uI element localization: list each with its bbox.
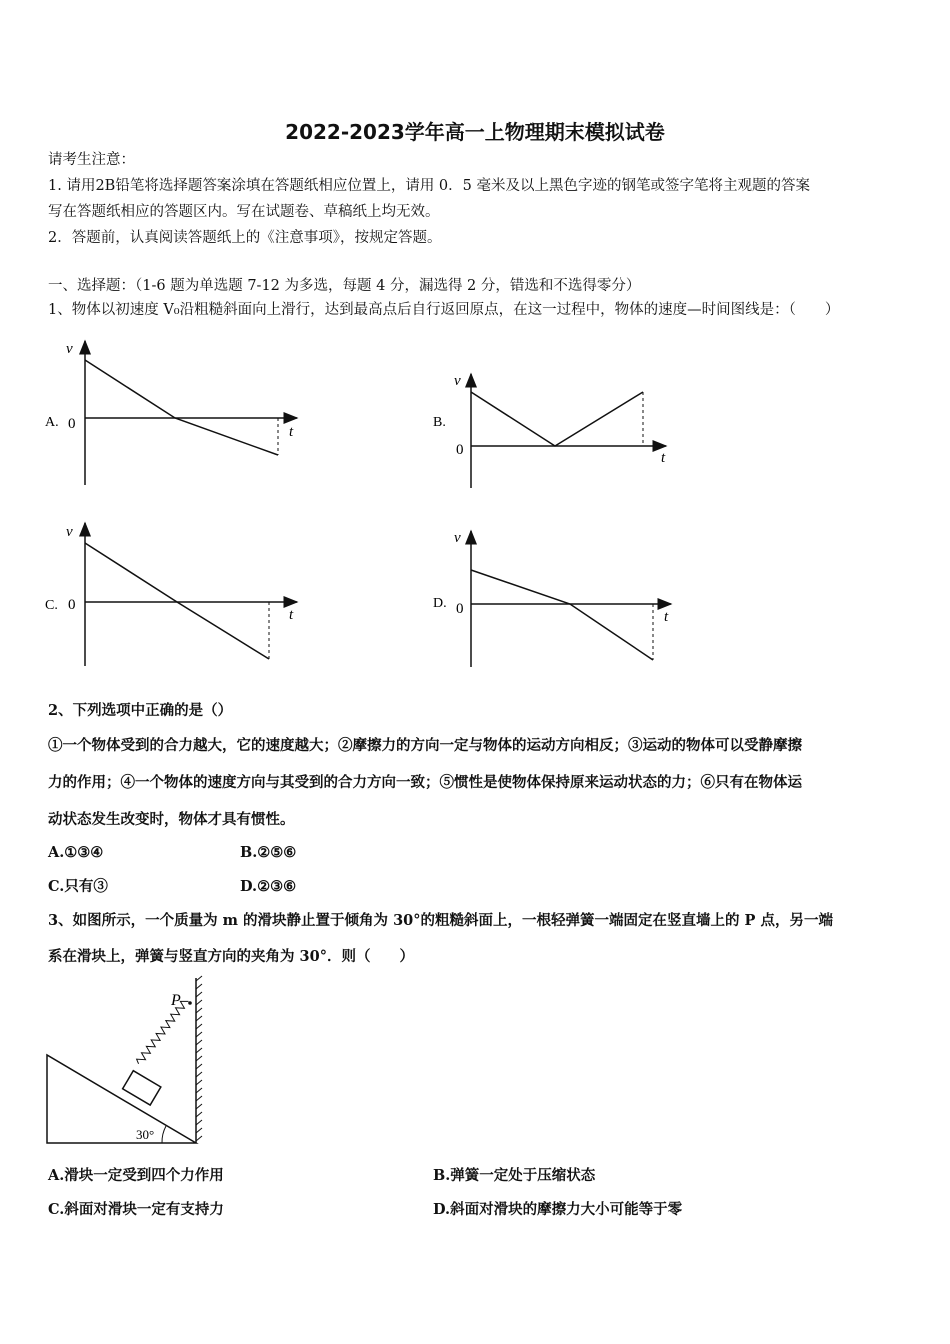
graph-a (40, 335, 320, 490)
t-label: t (289, 424, 294, 440)
v-label: v (454, 373, 461, 389)
velocity-line (471, 392, 643, 446)
t-label: t (661, 450, 666, 466)
origin-label: 0 (456, 601, 464, 617)
v-label: v (66, 524, 73, 540)
origin-label: 0 (68, 597, 76, 613)
question-2-line-1: ①一个物体受到的合力越大，它的速度越大；②摩擦力的方向一定与物体的运动方向相反；③运动的物体可以受静摩擦 (48, 737, 802, 754)
velocity-line (471, 570, 653, 660)
option-label: A. (45, 415, 59, 430)
notice-line-2: 写在答题纸相应的答题区内。写在试题卷、草稿纸上均无效。 (48, 204, 440, 220)
question-1-stem: 1、物体以初速度 V₀沿粗糙斜面向上滑行，达到最高点后自行返回原点，在这一过程中，物体的速度—时间图线是：（ ） (48, 302, 840, 318)
graph-b (428, 368, 678, 493)
page-title: 2022-2023学年高一上物理期末模拟试卷 (285, 120, 665, 144)
q3-option-b[interactable]: B.弹簧一定处于压缩状态 (433, 1167, 596, 1184)
section-heading: 一、选择题：（1-6 题为单选题 7-12 为多选，每题 4 分，漏选得 2 分，错选和不选得零分） (48, 278, 641, 294)
notice-line-1: 1. 请用2B铅笔将选择题答案涂填在答题纸相应位置上，请用 0．5 毫米及以上黑色字迹的钢笔或签字笔将主观题的答案 (48, 178, 810, 194)
q2-option-b[interactable]: B.②⑤⑥ (240, 844, 297, 861)
graph-c (40, 518, 320, 670)
incline (47, 1055, 196, 1143)
question-2-line-3: 动状态发生改变时，物体才具有惯性。 (48, 811, 295, 828)
question-3-line-2: 系在滑块上，弹簧与竖直方向的夹角为 30°．则（ ） (48, 948, 414, 965)
option-label: D. (433, 596, 447, 611)
graph-d (428, 525, 678, 670)
notice-heading: 请考生注意： (48, 152, 135, 168)
t-label: t (289, 607, 294, 623)
question-3-line-1: 3、如图所示，一个质量为 m 的滑块静止置于倾角为 30°的粗糙斜面上，一根轻弹簧一端固定在竖直墙上的 P 点，另一端 (48, 912, 833, 929)
incline-figure (44, 975, 214, 1147)
angle-label: 30° (136, 1127, 155, 1142)
wall-hatching (196, 976, 202, 1141)
option-label: C. (45, 598, 58, 613)
q2-option-a[interactable]: A.①③④ (48, 844, 104, 861)
question-2-stem: 2、下列选项中正确的是（） (48, 702, 233, 719)
notice-line-3: 2．答题前，认真阅读答题纸上的《注意事项》，按规定答题。 (48, 230, 442, 246)
v-label: v (454, 530, 461, 546)
t-label: t (664, 609, 669, 625)
origin-label: 0 (456, 442, 464, 458)
origin-label: 0 (68, 416, 76, 432)
slider-block (123, 1071, 161, 1105)
q2-option-d[interactable]: D.②③⑥ (240, 878, 297, 895)
q3-option-c[interactable]: C.斜面对滑块一定有支持力 (48, 1201, 224, 1218)
q3-option-a[interactable]: A.滑块一定受到四个力作用 (48, 1167, 224, 1184)
q3-option-d[interactable]: D.斜面对滑块的摩擦力大小可能等于零 (433, 1201, 683, 1218)
question-2-line-2: 力的作用；④一个物体的速度方向与其受到的合力方向一致；⑤惯性是使物体保持原来运动状态的力；⑥只有在物体运 (48, 774, 802, 791)
point-p (188, 1001, 192, 1005)
option-label: B. (433, 415, 446, 430)
velocity-line (85, 360, 278, 455)
angle-arc (162, 1126, 166, 1143)
v-label: v (66, 341, 73, 357)
velocity-line (85, 543, 269, 659)
q2-option-c[interactable]: C.只有③ (48, 878, 108, 895)
point-p-label: P (171, 992, 181, 1009)
